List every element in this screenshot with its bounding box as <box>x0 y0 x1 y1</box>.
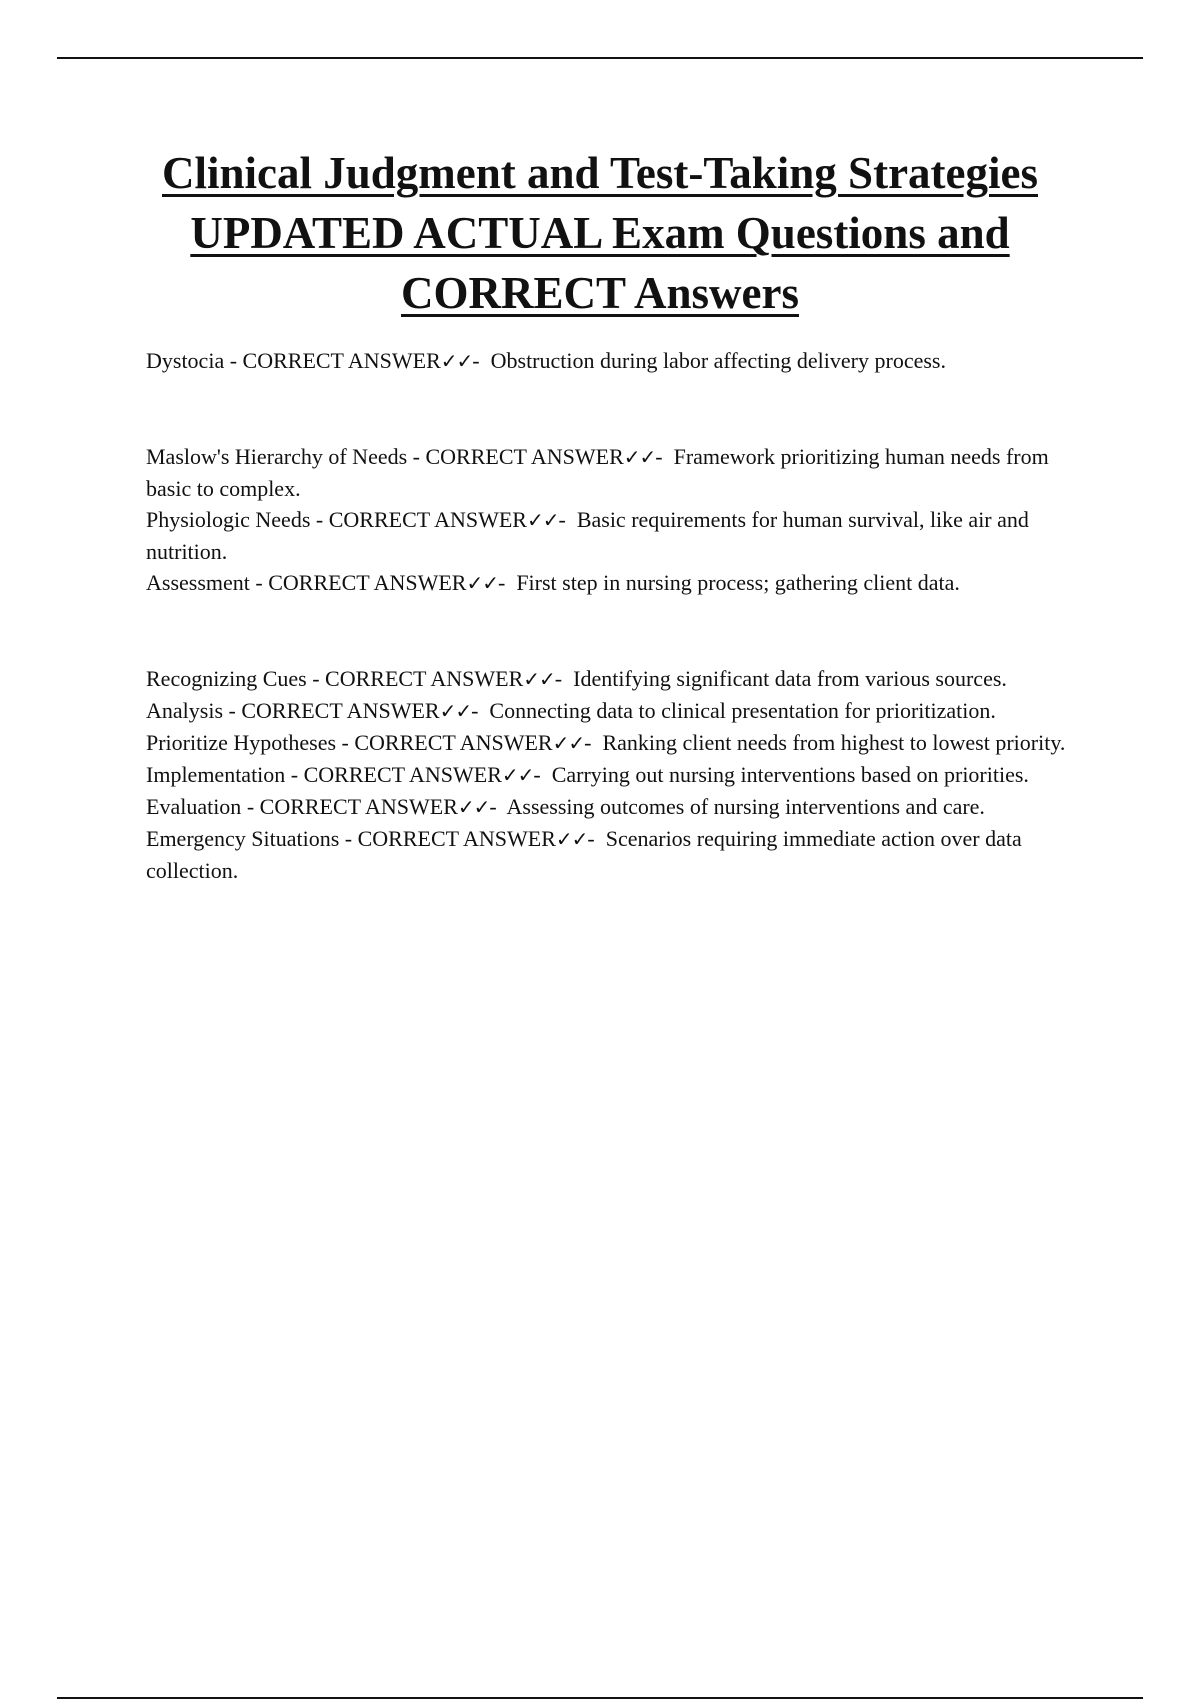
entry-definition: Scenarios requiring immediate action over data collection. <box>146 826 1022 883</box>
qa-entry: Recognizing Cues - CORRECT ANSWER✓✓- Identifying significant data from various sources. <box>146 666 1007 691</box>
qa-entry: Prioritize Hypotheses - CORRECT ANSWER✓✓- Ranking client needs from highest to lowest priority. <box>146 730 1066 755</box>
answer-label: CORRECT ANSWER <box>425 444 624 469</box>
qa-entry: Assessment - CORRECT ANSWER✓✓- First step in nursing process; gathering client data. <box>146 570 960 595</box>
check-marks-icon: ✓✓ <box>552 731 585 755</box>
check-marks-icon: ✓✓ <box>526 508 559 532</box>
qa-list <box>146 345 1066 886</box>
bottom-divider <box>57 1697 1143 1699</box>
check-marks-icon: ✓✓ <box>440 349 473 373</box>
entry-definition: First step in nursing process; gathering client data. <box>516 570 960 595</box>
check-marks-icon: ✓✓ <box>623 445 656 469</box>
top-divider <box>57 57 1143 59</box>
entry-term: Recognizing Cues <box>146 666 307 691</box>
entry-term: Maslow's Hierarchy of Needs <box>146 444 408 469</box>
document-title: Clinical Judgment and Test-Taking Strategies UPDATED ACTUAL Exam Questions and CORRECT Answers <box>162 148 1038 318</box>
entry-term: Assessment <box>146 570 250 595</box>
qa-entry: Analysis - CORRECT ANSWER✓✓- Connecting data to clinical presentation for prioritization. <box>146 698 996 723</box>
qa-entry: Maslow's Hierarchy of Needs - CORRECT ANSWER✓✓- Framework prioritizing human needs from basic to complex. <box>146 444 1049 501</box>
entry-definition: Assessing outcomes of nursing interventions and care. <box>506 794 985 819</box>
entry-term: Dystocia <box>146 348 225 373</box>
answer-label: CORRECT ANSWER <box>357 826 556 851</box>
qa-entry: Evaluation - CORRECT ANSWER✓✓- Assessing outcomes of nursing interventions and care. <box>146 794 985 819</box>
entry-definition: Obstruction during labor affecting delivery process. <box>490 348 946 373</box>
answer-label: CORRECT ANSWER <box>259 794 458 819</box>
entry-term: Evaluation <box>146 794 242 819</box>
entry-definition: Carrying out nursing interventions based on priorities. <box>551 762 1029 787</box>
entry-term: Physiologic Needs <box>146 507 311 532</box>
answer-label: CORRECT ANSWER <box>242 348 441 373</box>
answer-label: CORRECT ANSWER <box>241 698 440 723</box>
check-marks-icon: ✓✓ <box>523 667 555 691</box>
entry-definition: Ranking client needs from highest to lowest priority. <box>602 730 1066 755</box>
qa-entry: Dystocia - CORRECT ANSWER✓✓- Obstruction during labor affecting delivery process. <box>146 348 946 373</box>
check-marks-icon: ✓✓ <box>457 795 490 819</box>
qa-entry: Physiologic Needs - CORRECT ANSWER✓✓- Basic requirements for human survival, like air and nutrition. <box>146 507 1029 564</box>
entry-term: Implementation <box>146 762 286 787</box>
qa-entry: Emergency Situations - CORRECT ANSWER✓✓- Scenarios requiring immediate action over data collection. <box>146 826 1022 883</box>
check-marks-icon: ✓✓ <box>439 699 472 723</box>
entry-definition: Identifying significant data from various sources. <box>573 666 1007 691</box>
entry-term: Emergency Situations <box>146 826 340 851</box>
entry-term: Prioritize Hypotheses <box>146 730 337 755</box>
entry-term: Analysis <box>146 698 223 723</box>
check-marks-icon: ✓✓ <box>501 763 534 787</box>
answer-label: CORRECT ANSWER <box>268 570 467 595</box>
entry-definition: Framework prioritizing human needs from basic to complex. <box>146 444 1049 501</box>
answer-label: CORRECT ANSWER <box>303 762 502 787</box>
entry-definition: Basic requirements for human survival, like air and nutrition. <box>146 507 1029 564</box>
qa-entry: Implementation - CORRECT ANSWER✓✓- Carrying out nursing interventions based on priorities. <box>146 762 1029 787</box>
check-marks-icon: ✓✓ <box>466 571 498 595</box>
answer-label: CORRECT ANSWER <box>328 507 527 532</box>
entry-definition: Connecting data to clinical presentation for prioritization. <box>489 698 996 723</box>
answer-label: CORRECT ANSWER <box>325 666 524 691</box>
check-marks-icon: ✓✓ <box>555 827 588 851</box>
answer-label: CORRECT ANSWER <box>354 730 553 755</box>
